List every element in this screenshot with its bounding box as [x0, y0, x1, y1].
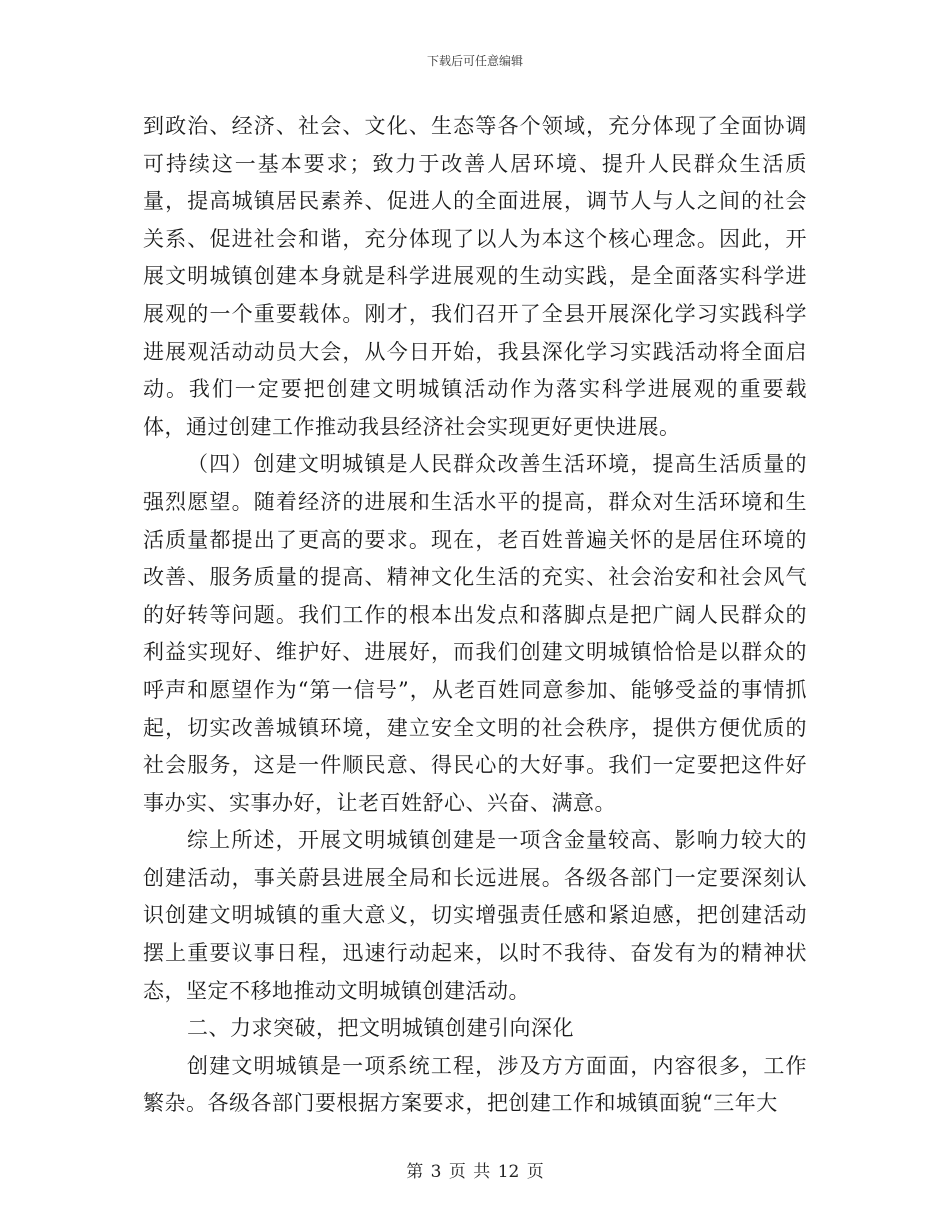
- document-body: [143, 108, 807, 1123]
- paragraph-2: （四）创建文明城镇是人民群众改善生活环境，提高生活质量的强烈愿望。随着经济的进展和生活水平的提高，群众对生活环境和生活质量都提出了更高的要求。现在，老百姓普遍关怀的是居住环境的改善、服务质量的提高、精神文化生活的充实、社会治安和社会风气的好转等问题。我们工作的根本出发点和落脚点是把广阔人民群众的利益实现好、维护好、进展好，而我们创建文明城镇恰恰是以群众的呼声和愿望作为“第一信号”，从老百姓同意参加、能够受益的事情抓起，切实改善城镇环境，建立安全文明的社会秩序，提供方便优质的社会服务，这是一件顺民意、得民心的大好事。我们一定要把这件好事办实、实事办好，让老百姓舒心、兴奋、满意。: [143, 452, 807, 815]
- paragraph-4: 创建文明城镇是一项系统工程，涉及方方面面，内容很多，工作繁杂。各级各部门要根据方案要求，把创建工作和城镇面貌“三年大: [143, 1053, 807, 1116]
- page-header: 下载后可任意编辑: [426, 54, 523, 68]
- paragraph-3: 综上所述，开展文明城镇创建是一项含金量较高、影响力较大的创建活动，事关蔚县进展全局和长远进展。各级各部门一定要深刻认识创建文明城镇的重大意义，切实增强责任感和紧迫感，把创建活动摆上重要议事日程，迅速行动起来，以时不我待、奋发有为的精神状态，坚定不移地推动文明城镇创建活动。: [143, 828, 807, 1003]
- paragraph-1: 到政治、经济、社会、文化、生态等各个领域，充分体现了全面协调可持续这一基本要求；致力于改善人居环境、提升人民群众生活质量，提高城镇居民素养、促进人的全面进展，调节人与人之间的社会关系、促进社会和谐，充分体现了以人为本这个核心理念。因此，开展文明城镇创建本身就是科学进展观的生动实践，是全面落实科学进展观的一个重要载体。刚才，我们召开了全县开展深化学习实践科学进展观活动动员大会，从今日开始，我县深化学习实践活动将全面启动。我们一定要把创建文明城镇活动作为落实科学进展观的重要载体，通过创建工作推动我县经济社会实现更好更快进展。: [143, 114, 807, 439]
- page-number: 第 3 页 共 12 页: [406, 1162, 544, 1182]
- section-heading: 二、力求突破，把文明城镇创建引向深化: [187, 1016, 574, 1041]
